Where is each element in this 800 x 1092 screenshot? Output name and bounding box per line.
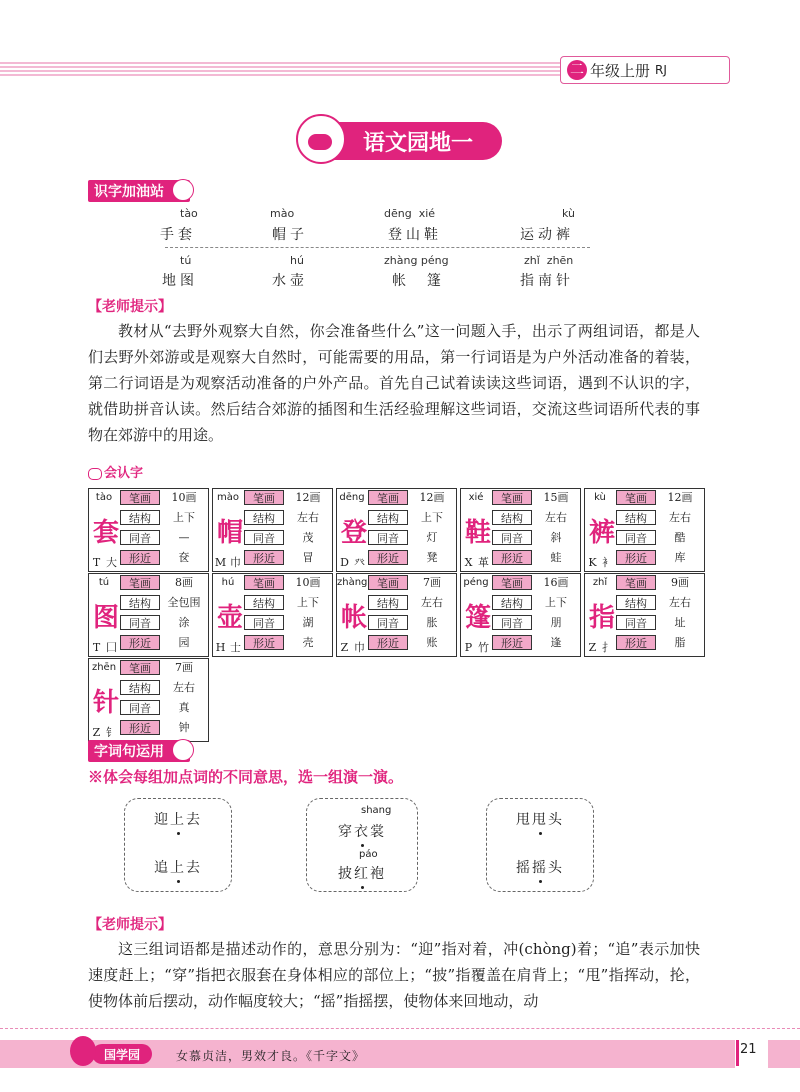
card-pinyin: dēng [339, 492, 365, 503]
vocab-word: 水壶 [272, 273, 308, 289]
card-value-ty: 址 [674, 616, 686, 629]
huirenzi-label: 会认字 [88, 462, 143, 481]
card-value-bh: 10画 [295, 576, 321, 589]
card-pinyin: hú [221, 577, 235, 588]
card-index [461, 639, 493, 656]
teacher-tip-label: 【老师提示】 [88, 917, 172, 933]
card-label-jg: 结构 [492, 595, 532, 610]
hand-icon [172, 739, 194, 761]
card-character: 指 [588, 602, 615, 633]
card-pinyin: tú [98, 577, 110, 588]
character-card [584, 573, 705, 657]
card-pinyin: xié [468, 492, 484, 503]
card-value-ty: 真 [178, 701, 190, 714]
vocab-pinyin: tú [180, 254, 192, 267]
card-label-jg: 结构 [120, 680, 160, 695]
card-value-bh: 7画 [175, 661, 193, 674]
word-pair-a: 甩甩头 [487, 809, 593, 829]
card-value-ty: 酷 [674, 531, 686, 544]
vocab-pinyin: mào [270, 207, 295, 220]
card-letter: Z [588, 641, 597, 654]
card-radical: 革 [478, 556, 489, 569]
card-value-xj: 库 [674, 551, 686, 564]
vocab-word: 指南针 [520, 273, 574, 289]
footer-quote: 女慕贞洁，男效才良。《千字文》 [176, 1049, 366, 1063]
vocab-pinyin: kù [562, 207, 576, 220]
card-label-bh: 笔画 [368, 575, 408, 590]
word-group-box [124, 798, 232, 892]
card-value-bh: 7画 [423, 576, 441, 589]
card-index [213, 639, 245, 656]
card-value-bh: 8画 [175, 576, 193, 589]
vocab-pinyin: zhǐ zhēn [524, 254, 574, 267]
character-card [460, 488, 581, 572]
card-value-xj: 冒 [302, 551, 314, 564]
card-label-bh: 笔画 [492, 575, 532, 590]
card-value-xj: 园 [178, 636, 190, 649]
card-radical: 囗 [106, 641, 117, 654]
card-value-jg: 左右 [669, 596, 691, 609]
card-label-jg: 结构 [616, 595, 656, 610]
card-index [213, 554, 245, 571]
vocab-word: 地图 [162, 273, 198, 289]
card-value-bh: 12画 [419, 491, 445, 504]
card-index [89, 554, 121, 571]
card-pinyin: zhàng [337, 577, 368, 588]
vocab-word: 登山鞋 [388, 227, 442, 243]
card-label-ty: 同音 [616, 530, 656, 545]
vocab-word: 手套 [160, 227, 196, 243]
pinyin: shang [361, 805, 392, 816]
page-marker [736, 1040, 739, 1066]
vocab-pinyin: tào [180, 207, 198, 220]
card-label-xj: 形近 [120, 550, 160, 565]
character-card [88, 573, 209, 657]
card-value-ty: 涂 [178, 616, 190, 629]
card-pinyin: tào [95, 492, 113, 503]
card-radical: 扌 [602, 641, 613, 654]
card-letter: D [340, 556, 349, 569]
word-pair-a: 迎上去 [125, 809, 231, 829]
card-value-jg: 左右 [421, 596, 443, 609]
card-index [89, 724, 121, 741]
pinyin: páo [359, 849, 378, 860]
cartoon-dog-icon [296, 114, 346, 164]
card-value-bh: 12画 [295, 491, 321, 504]
card-label-jg: 结构 [120, 510, 160, 525]
word-pair-b: 披红袍 [307, 863, 417, 883]
card-value-xj: 钟 [178, 721, 190, 734]
card-label-jg: 结构 [368, 510, 408, 525]
card-label-bh: 笔画 [120, 575, 160, 590]
header-band [0, 62, 560, 78]
guoxueyuan-label: 国学园 [92, 1044, 152, 1064]
card-label-bh: 笔画 [120, 490, 160, 505]
card-value-ty: 湖 [302, 616, 314, 629]
card-index [337, 554, 369, 571]
card-value-ty: 朋 [550, 616, 562, 629]
character-card [88, 658, 209, 742]
card-label-jg: 结构 [616, 510, 656, 525]
page-title: 语文园地一 [312, 122, 502, 160]
character-card [88, 488, 209, 572]
card-value-xj: 凳 [426, 551, 438, 564]
card-character: 壶 [216, 602, 243, 633]
card-label-ty: 同音 [244, 530, 284, 545]
card-value-jg: 上下 [421, 511, 443, 524]
card-letter: T [92, 556, 101, 569]
vocab-word: 帽子 [272, 227, 308, 243]
card-value-bh: 16画 [543, 576, 569, 589]
character-card [460, 573, 581, 657]
card-label-bh: 笔画 [120, 660, 160, 675]
divider [165, 247, 590, 248]
card-value-ty: — [178, 531, 190, 544]
card-label-xj: 形近 [244, 550, 284, 565]
card-value-xj: 奁 [178, 551, 190, 564]
card-value-jg: 上下 [297, 596, 319, 609]
card-character: 帽 [216, 517, 243, 548]
teacher-tip-label: 【老师提示】 [88, 299, 172, 315]
card-letter: M [214, 556, 227, 569]
card-label-xj: 形近 [368, 635, 408, 650]
grade-text: 年级上册 [590, 61, 651, 80]
card-index [585, 639, 617, 656]
card-letter: H [215, 641, 226, 654]
card-value-xj: 壳 [302, 636, 314, 649]
card-label-jg: 结构 [244, 595, 284, 610]
word-pair-b: 摇摇头 [487, 857, 593, 877]
card-value-jg: 上下 [545, 596, 567, 609]
hand-icon [88, 468, 102, 480]
card-pinyin: kù [594, 492, 606, 503]
card-letter: K [588, 556, 597, 569]
card-character: 针 [92, 687, 119, 718]
card-value-bh: 10画 [171, 491, 197, 504]
footer-band-right [768, 1040, 800, 1068]
card-label-bh: 笔画 [616, 575, 656, 590]
vocab-pinyin: dēng xié [384, 207, 436, 220]
vocab-word: 运动裤 [520, 227, 574, 243]
card-index [89, 639, 121, 656]
card-letter: P [464, 641, 473, 654]
card-value-jg: 上下 [173, 511, 195, 524]
card-value-bh: 15画 [543, 491, 569, 504]
card-value-ty: 茂 [302, 531, 314, 544]
card-label-ty: 同音 [616, 615, 656, 630]
card-value-jg: 左右 [173, 681, 195, 694]
card-index [337, 639, 369, 656]
card-index [585, 554, 617, 571]
card-label-ty: 同音 [492, 615, 532, 630]
card-radical: 大 [106, 556, 117, 569]
card-character: 图 [92, 602, 119, 633]
card-pinyin: zhēn [91, 662, 117, 673]
card-label-bh: 笔画 [616, 490, 656, 505]
card-value-xj: 逢 [550, 636, 562, 649]
card-label-jg: 结构 [244, 510, 284, 525]
card-value-xj: 账 [426, 636, 438, 649]
card-radical: 巾 [354, 641, 365, 654]
card-character: 帐 [340, 602, 367, 633]
card-label-xj: 形近 [120, 635, 160, 650]
card-letter: Z [340, 641, 349, 654]
card-radical: 士 [230, 641, 241, 654]
word-pair-b: 追上去 [125, 857, 231, 877]
card-label-bh: 笔画 [244, 575, 284, 590]
card-character: 鞋 [464, 517, 491, 548]
card-label-jg: 结构 [368, 595, 408, 610]
card-label-ty: 同音 [120, 615, 160, 630]
hand-icon [172, 179, 194, 201]
card-radical: 钅 [106, 726, 117, 739]
card-label-bh: 笔画 [244, 490, 284, 505]
card-value-xj: 蛙 [550, 551, 562, 564]
card-pinyin: zhǐ [592, 577, 608, 588]
teacher-tip-text: 教材从“去野外观察大自然，你会准备些什么”这一问题入手，出示了两组词语，都是人们去野外郊游或是观察大自然时，可能需要的用品，第一行词语是为户外活动准备的着装，第二行词语是为观察活动准备的户外产品。首先自己试着读读这些词语，遇到不认识的字，就借助拼音认读。然后结合郊游的插图和生活经验理解这些词语，交流这些词语所代表的事物在郊游中的用途。 [88, 322, 700, 444]
card-label-bh: 笔画 [492, 490, 532, 505]
character-card [212, 488, 333, 572]
vocab-word: 帐 篷 [392, 273, 445, 289]
card-label-ty: 同音 [368, 530, 408, 545]
card-label-ty: 同音 [120, 530, 160, 545]
word-group-box [486, 798, 594, 892]
card-label-xj: 形近 [120, 720, 160, 735]
grade-badge [560, 56, 730, 84]
card-label-jg: 结构 [492, 510, 532, 525]
card-pinyin: péng [463, 577, 489, 588]
card-character: 裤 [588, 517, 615, 548]
card-label-ty: 同音 [492, 530, 532, 545]
card-character: 登 [340, 517, 367, 548]
instruction: ※体会每组加点词的不同意思，选一组演一演。 [88, 768, 404, 786]
character-card [584, 488, 705, 572]
card-pinyin: mào [217, 492, 239, 503]
section-label-shizi: 识字加油站 [88, 180, 190, 202]
card-label-ty: 同音 [368, 615, 408, 630]
card-label-xj: 形近 [368, 550, 408, 565]
card-character: 篷 [464, 602, 491, 633]
footer-divider [0, 1028, 800, 1029]
edition-label: RJ [655, 63, 667, 77]
vocab-pinyin: zhàng péng [384, 254, 449, 267]
word-group-box [306, 798, 418, 892]
card-value-jg: 左右 [545, 511, 567, 524]
card-letter: X [464, 556, 473, 569]
card-value-xj: 脂 [674, 636, 686, 649]
grade-number: 二 [567, 60, 587, 80]
vocab-pinyin: hú [290, 254, 304, 267]
card-value-jg: 全包围 [167, 596, 201, 609]
card-character: 套 [92, 517, 119, 548]
card-value-bh: 9画 [671, 576, 689, 589]
card-value-jg: 左右 [297, 511, 319, 524]
section-label-ziciju: 字词句运用 [88, 740, 190, 762]
character-card [336, 488, 457, 572]
card-label-ty: 同音 [244, 615, 284, 630]
card-value-ty: 斜 [550, 531, 562, 544]
card-radical: 衤 [602, 556, 613, 569]
card-label-xj: 形近 [616, 550, 656, 565]
card-label-jg: 结构 [120, 595, 160, 610]
girl-avatar-icon [70, 1036, 96, 1066]
character-card [212, 573, 333, 657]
card-value-ty: 胀 [426, 616, 438, 629]
character-card [336, 573, 457, 657]
card-label-xj: 形近 [492, 635, 532, 650]
card-label-xj: 形近 [244, 635, 284, 650]
word-pair-a: 穿衣裳 [307, 821, 417, 841]
card-radical: 巾 [230, 556, 241, 569]
card-label-xj: 形近 [616, 635, 656, 650]
card-index [461, 554, 493, 571]
card-radical: 竹 [478, 641, 489, 654]
page-number: 21 [740, 1042, 757, 1057]
card-radical: 癶 [354, 556, 365, 569]
card-label-ty: 同音 [120, 700, 160, 715]
card-value-ty: 灯 [426, 531, 438, 544]
card-label-xj: 形近 [492, 550, 532, 565]
card-label-bh: 笔画 [368, 490, 408, 505]
card-value-bh: 12画 [667, 491, 693, 504]
teacher-tip-text: 这三组词语都是描述动作的，意思分别为：“迎”指对着，冲(chòng)着；“追”表示加快速度赶上；“穿”指把衣服套在身体相应的部位上；“披”指覆盖在肩背上；“甩”指挥动，抡，使物体前后摆动，动作幅度较大；“摇”指摇摆，使物体来回地动，动 [88, 940, 700, 1010]
card-letter: Z [92, 726, 101, 739]
card-value-jg: 左右 [669, 511, 691, 524]
card-letter: T [92, 641, 101, 654]
